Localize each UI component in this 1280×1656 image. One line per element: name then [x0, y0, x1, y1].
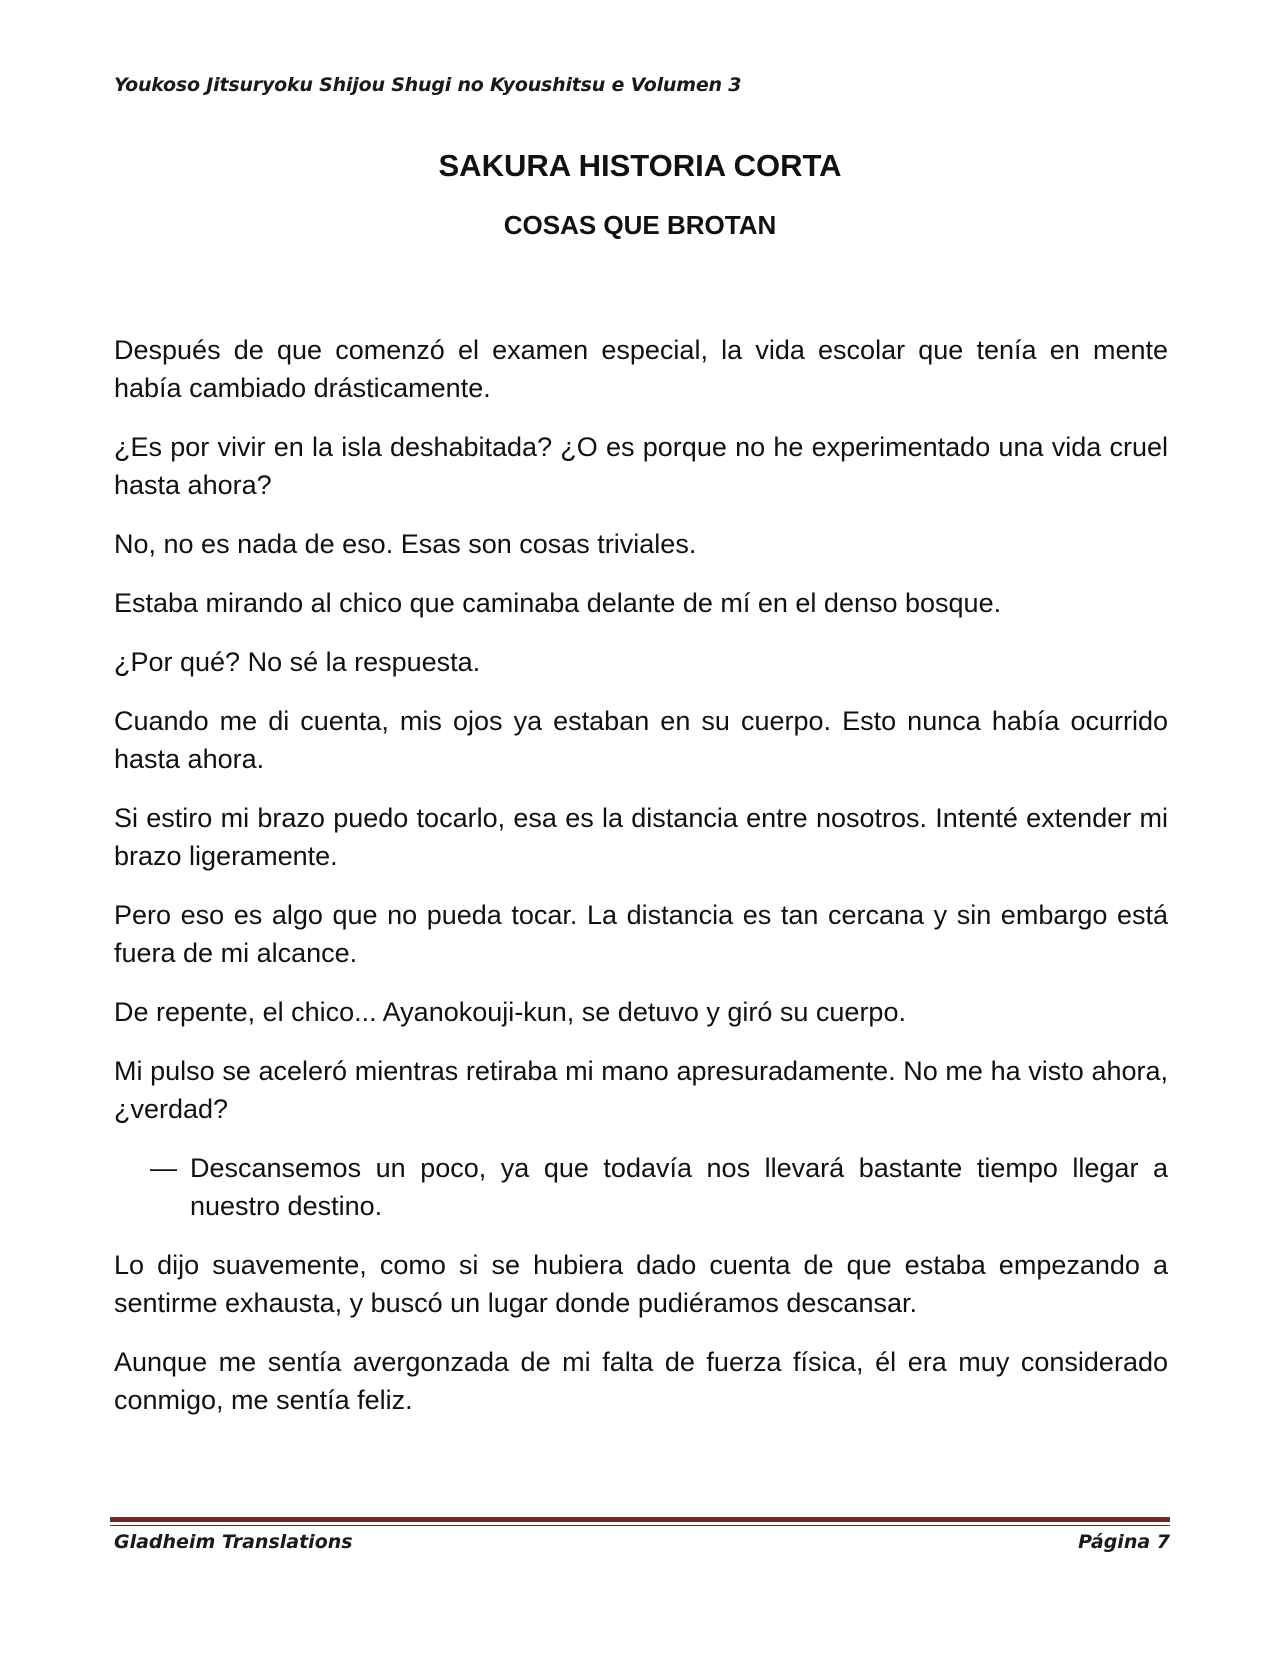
body-text — [114, 331, 1168, 1440]
dialogue-line — [114, 1149, 1168, 1225]
paragraph: Estaba mirando al chico que caminaba delante de mí en el denso bosque. — [114, 588, 1002, 618]
page-number: Página 7 — [1078, 1531, 1170, 1553]
footer-rule-thin — [110, 1525, 1170, 1526]
paragraph: Después de que comenzó el examen especial, la vida escolar que tenía en mente había cambiado drásticamente. — [114, 335, 1168, 403]
paragraph: ¿Es por vivir en la isla deshabitada? ¿O es porque no he experimentado una vida cruel hasta ahora? — [114, 432, 1168, 500]
dialogue-dash: — — [150, 1153, 177, 1183]
running-header: Youkoso Jitsuryoku Shijou Shugi no Kyoushitsu e Volumen 3 — [114, 74, 742, 96]
chapter-title: SAKURA HISTORIA CORTA — [438, 148, 842, 183]
chapter-heading — [114, 148, 1166, 241]
paragraph: ¿Por qué? No sé la respuesta. — [114, 647, 481, 677]
dialogue-text: Descansemos un poco, ya que todavía nos llevará bastante tiempo llegar a nuestro destino. — [190, 1153, 1168, 1221]
paragraph: De repente, el chico... Ayanokouji-kun, se detuvo y giró su cuerpo. — [114, 997, 906, 1027]
paragraph: No, no es nada de eso. Esas son cosas triviales. — [114, 529, 697, 559]
paragraph: Pero eso es algo que no pueda tocar. La distancia es tan cercana y sin embargo está fuera de mi alcance. — [114, 900, 1168, 968]
chapter-subtitle: COSAS QUE BROTAN — [503, 210, 777, 240]
paragraph: Lo dijo suavemente, como si se hubiera dado cuenta de que estaba empezando a sentirme exhausta, y buscó un lugar donde pudiéramos descansar. — [114, 1250, 1168, 1318]
paragraph: Mi pulso se aceleró mientras retiraba mi mano apresuradamente. No me ha visto ahora, ¿verdad? — [114, 1056, 1168, 1124]
footer-rule — [110, 1517, 1170, 1522]
paragraph: Cuando me di cuenta, mis ojos ya estaban en su cuerpo. Esto nunca había ocurrido hasta ahora. — [114, 706, 1168, 774]
paragraph: Si estiro mi brazo puedo tocarlo, esa es la distancia entre nosotros. Intenté extender mi brazo ligeramente. — [114, 803, 1168, 871]
paragraph: Aunque me sentía avergonzada de mi falta de fuerza física, él era muy considerado conmigo, me sentía feliz. — [114, 1347, 1168, 1415]
footer-translator: Gladheim Translations — [114, 1531, 353, 1553]
